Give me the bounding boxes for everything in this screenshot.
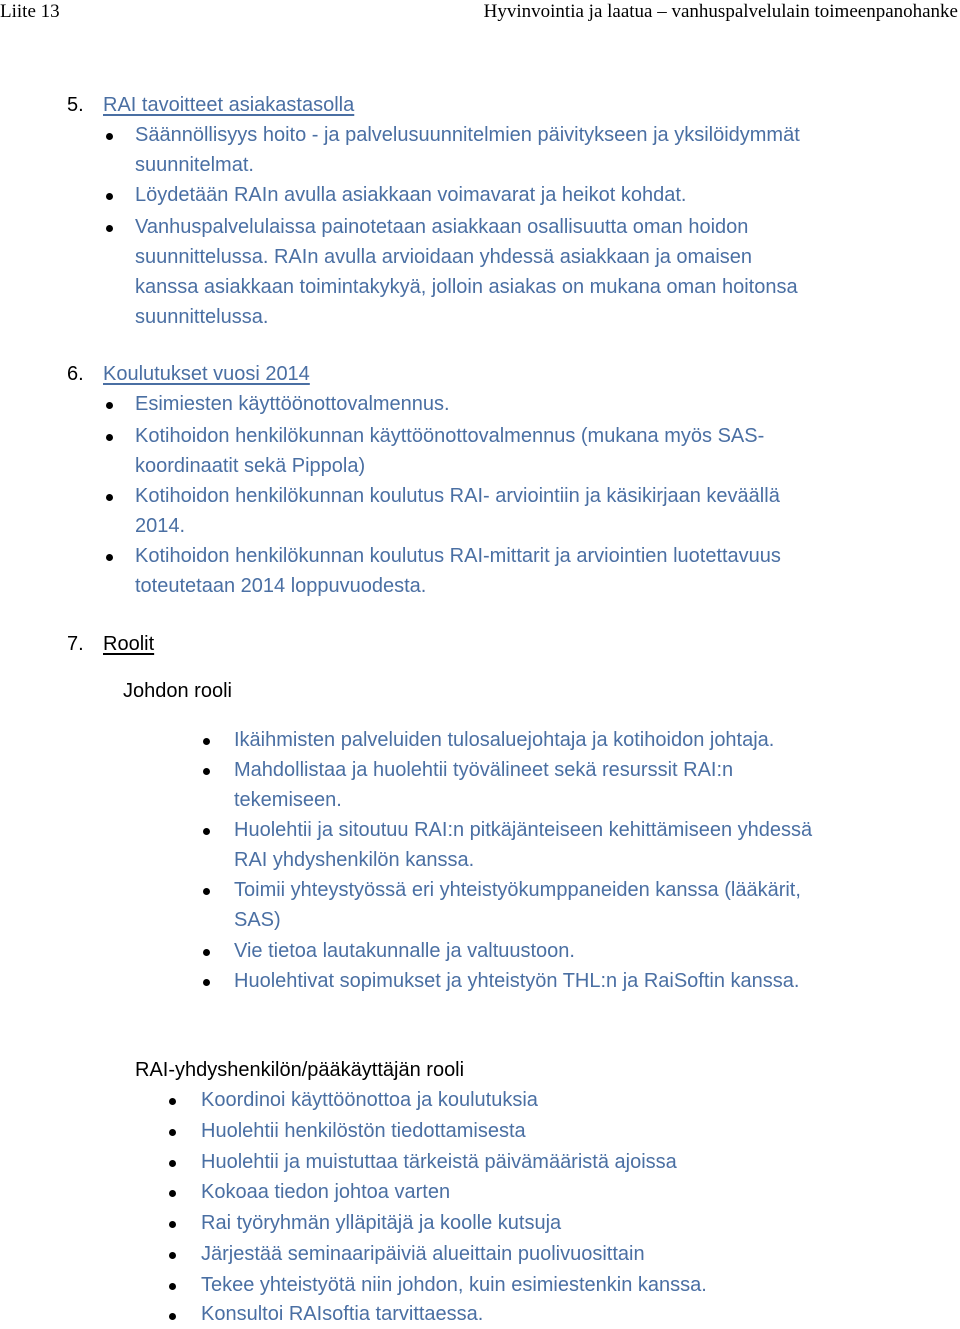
bullet-icon <box>106 193 113 200</box>
list-item: Kotihoidon henkilökunnan koulutus RAI- arviointiin ja käsikirjaan keväällä <box>135 485 780 507</box>
bullet-icon <box>203 738 210 745</box>
list-item: Kotihoidon henkilökunnan käyttöönottovalmennus (mukana myös SAS- <box>135 425 765 447</box>
bullet-icon <box>203 828 210 835</box>
section-number: 7. <box>67 633 84 655</box>
section-number: 6. <box>67 363 84 385</box>
list-item: Koordinoi käyttöönottoa ja koulutuksia <box>201 1089 538 1111</box>
bullet-icon <box>106 554 113 561</box>
list-item: Kokoaa tiedon johtoa varten <box>201 1181 451 1203</box>
list-item-continued: SAS) <box>234 909 281 931</box>
list-item-continued: koordinaatit sekä Pippola) <box>135 455 366 477</box>
list-item: Toimii yhteystyössä eri yhteistyökumppaneiden kanssa (lääkärit, <box>234 879 801 901</box>
bullet-icon <box>106 434 113 441</box>
section-title: Roolit <box>103 633 155 655</box>
header-right: Hyvinvointia ja laatua – vanhuspalvelulain toimeenpanohanke <box>483 1 958 22</box>
bullet-icon <box>169 1190 176 1197</box>
list-item: Huolehtii ja sitoutuu RAI:n pitkäjänteiseen kehittämiseen yhdessä <box>234 819 813 841</box>
bullet-icon <box>106 225 113 232</box>
list-item-continued: suunnitelmat. <box>135 154 254 176</box>
list-item: Löydetään RAIn avulla asiakkaan voimavarat ja heikot kohdat. <box>135 184 687 206</box>
bullet-icon <box>203 979 210 986</box>
list-item-continued: RAI yhdyshenkilön kanssa. <box>234 849 475 871</box>
list-item: Järjestää seminaaripäiviä alueittain puolivuosittain <box>201 1243 645 1265</box>
list-item-continued: tekemiseen. <box>234 789 342 811</box>
bullet-icon <box>169 1098 176 1105</box>
list-item: Konsultoi RAIsoftia tarvittaessa. <box>201 1303 484 1325</box>
list-item-continued: 2014. <box>135 515 186 537</box>
list-item: Esimiesten käyttöönottovalmennus. <box>135 393 450 415</box>
list-item: Huolehtii henkilöstön tiedottamisesta <box>201 1120 526 1142</box>
list-item-continued: kanssa asiakkaan toimintakykyä, jolloin asiakas on mukana oman hoitonsa <box>135 276 798 298</box>
bullet-icon <box>106 133 113 140</box>
subsection-heading: RAI-yhdyshenkilön/pääkäyttäjän rooli <box>135 1059 465 1081</box>
bullet-icon <box>169 1252 176 1259</box>
list-item: Ikäihmisten palveluiden tulosaluejohtaja ja kotihoidon johtaja. <box>234 729 775 751</box>
bullet-icon <box>169 1160 176 1167</box>
bullet-icon <box>203 949 210 956</box>
list-item: Huolehtii ja muistuttaa tärkeistä päivämääristä ajoissa <box>201 1151 677 1173</box>
list-item: Mahdollistaa ja huolehtii työvälineet sekä resurssit RAI:n <box>234 759 734 781</box>
list-item-continued: suunnittelussa. RAIn avulla arvioidaan yhdessä asiakkaan ja omaisen <box>135 246 753 268</box>
bullet-icon <box>203 768 210 775</box>
list-item-continued: suunnittelussa. <box>135 306 269 328</box>
subsection-heading: Johdon rooli <box>123 680 232 702</box>
bullet-icon <box>106 494 113 501</box>
list-item-continued: toteutetaan 2014 loppuvuodesta. <box>135 575 427 597</box>
bullet-icon <box>169 1129 176 1136</box>
list-item: Vanhuspalvelulaissa painotetaan asiakkaan osallisuutta oman hoidon <box>135 216 749 238</box>
list-item: Rai työryhmän ylläpitäjä ja koolle kutsuja <box>201 1212 562 1234</box>
section-number: 5. <box>67 94 84 116</box>
list-item: Kotihoidon henkilökunnan koulutus RAI-mittarit ja arviointien luotettavuus <box>135 545 781 567</box>
bullet-icon <box>106 402 113 409</box>
list-item: Huolehtivat sopimukset ja yhteistyön THL:n ja RaiSoftin kanssa. <box>234 970 800 992</box>
list-item: Vie tietoa lautakunnalle ja valtuustoon. <box>234 940 575 962</box>
bullet-icon <box>169 1221 176 1228</box>
list-item: Säännöllisyys hoito - ja palvelusuunnitelmien päivitykseen ja yksilöidymmät <box>135 124 800 146</box>
section-title: Koulutukset vuosi 2014 <box>103 363 310 385</box>
section-title: RAI tavoitteet asiakastasolla <box>103 94 355 116</box>
header-left: Liite 13 <box>0 1 60 22</box>
bullet-icon <box>203 888 210 895</box>
bullet-icon <box>169 1283 176 1290</box>
list-item: Tekee yhteistyötä niin johdon, kuin esimiestenkin kanssa. <box>201 1274 707 1296</box>
bullet-icon <box>169 1313 176 1320</box>
